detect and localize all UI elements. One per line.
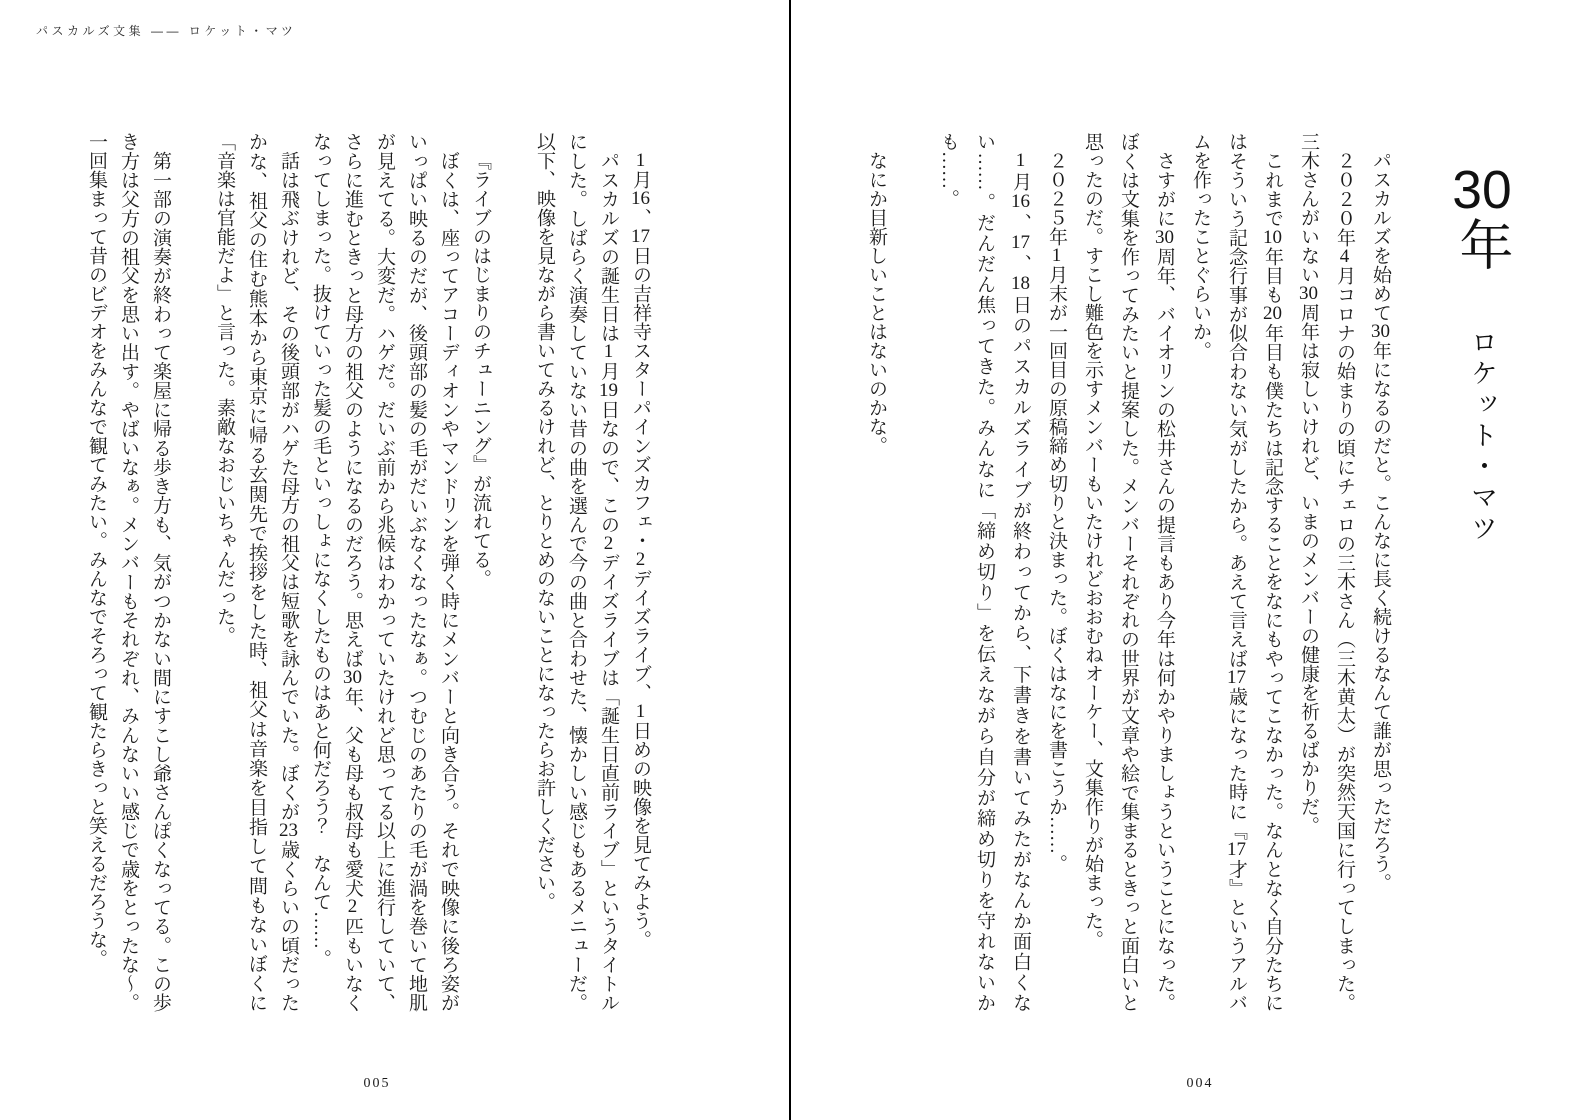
paragraph: これまで10年目も20年目も僕たちは記念することをなにもやってこなかった。なんとなく自分たちにはそういう記念行事が似合わない気がしたから。あえて言えば17歳になった時に『17才』というアルバムを作ったことぐらいか。 [1190,132,1283,1012]
chapter-author: ロケット・マツ [1467,328,1497,545]
paragraph: なにか目新しいことはないのかな。 [866,151,887,455]
paragraph: さすがに30周年、バイオリンの松井さんの提言もあり今年は何かやりましょうということになった。ぼくは文集を作ってみたいと提案した。メンバーそれぞれの世界が文章や絵で集まるときっと面白いと思ったのだ。すこし難色を示すメンバーもいたけれどおおむねオーケー、文集作りが始まった。 [1082,132,1175,1012]
chapter-title [1452,163,1512,274]
paragraph: 第一部の演奏が終わって楽屋に帰る歩き方も、気がつかない間にすこし爺さんぽくなってる。この歩き方は父方の祖父を思い出す。やばいなぁ。メンバーもそれぞれ、みんないい感じで歳をとったな〜。一回集まって昔のビデオをみんなで観てみたい。みんなでそろって観たらきっと笑えるだろうな。 [86,132,171,1012]
running-header: パスカルズ文集 ―― ロケット・マツ [36,24,297,38]
paragraph: ２０２５年1月末が一回目の原稿締め切りと決まった。ぼくはなにを書こうか……。 [1046,151,1067,873]
page-number-right: 004 [1186,1076,1214,1091]
chapter-title-number: 30 [1452,163,1512,217]
paragraph: 話は飛ぶけれど、その後頭部がハゲた母方の祖父は短歌を詠んでいた。ぼくが23歳くらいの頃だったかな、祖父の住む熊本から東京に帰る玄関先で挨拶をした時、祖父は音楽を目指して間もないぼくに「音楽は官能だよ」と言った。素敵なおじいちゃんだった。 [214,132,299,1012]
paragraph: 『ライブのはじまりのチューニング』が流れてる。 [470,151,491,588]
page-number-left: 005 [363,1076,391,1091]
page-divider [789,0,791,1120]
paragraph: 1月16、17、18日のパスカルズライブが終わってから、下書きを書いてみたがなんか面白くない……。だんだん焦ってきた。みんなに「締め切り」を伝えながら自分が締め切りを守れないかも……。 [938,132,1031,1013]
paragraph: ぼくは、座ってアコーディオンやマンドリンを弾く時にメンバーと向き合う。それで映像に後ろ姿がいっぱい映るのだが、後頭部の髪の毛がだいぶなくなったなぁ。つむじのあたりの毛が渦を巻いて地肌が見えてる。大変だ。ハゲだ。だいぶ前から兆候はわかっていたけれど思ってる以上に進行していて、さらに進むときっと母方の祖父のようになるのだろう。思えば30年、父も母も叔母も愛犬2匹もいなくなってしまった。抜けていった髪の毛といっしょになくしたものはあと何だろう？ なんて……。 [310,132,459,1012]
paragraph: 1月16、17日の吉祥寺スターパインズカフェ・2デイズライブ、1日めの映像を見てみよう。 [630,151,651,949]
right-page-body [866,132,1398,1013]
paragraph: パスカルズを始めて30年になるのだと。こんなに長く続けるなんて誰が思っただろう。 [1370,151,1391,892]
left-page-body [88,132,656,1012]
chapter-title-kanji: 年 [1452,217,1512,274]
chapter-title-column [1444,163,1521,783]
paragraph: ２０２０年4月コロナの始まりの頃にチェロの三木さん（三木黄太）が突然天国に行ってしまった。三木さんがいない30周年は寂しいけれど、いまのメンバーの健康を祈るばかりだ。 [1298,132,1355,1012]
paragraph: パスカルズの誕生日は1月19日なので、この2デイズライブは「誕生日直前ライブ」というタイトルにした。しばらく演奏していない昔の曲を選んで今の曲と合わせた、懐かしい感じもあるメニューだ。以下、映像を見ながら書いてみるけれど、とりとめのないことになったらお許しください。 [534,132,619,1012]
